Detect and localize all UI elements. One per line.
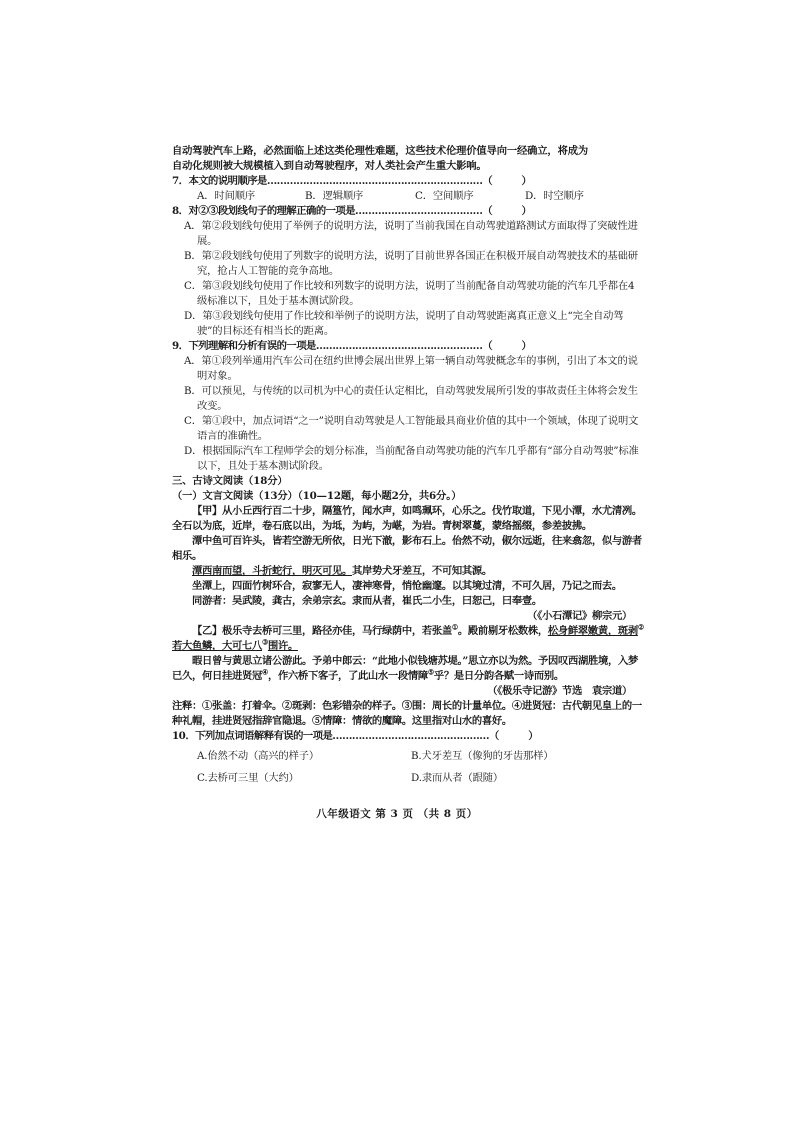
q9-option-a: A．第①段列举通用汽车公司在纽约世博会展出世界上第一辆自动驾驶概念车的事例，引出了本文的说明对象。 [184,355,638,382]
q8-option-b: B．第②段划线句使用了列数字的说明方法，说明了目前世界各国正在积极开展自动驾驶技术的基础研究，抢占人工智能的竞争高地。 [184,250,638,277]
q8-option-c: C．第③段划线句使用了作比较和列数字的说明方法，说明了当前配备自动驾驶功能的汽车几乎都在4级标准以下，且处于基本测试阶段。 [184,280,635,307]
q9-option-b: B．可以预见，与传统的以司机为中心的责任认定相比，自动驾驶发展所引发的事故责任主体将会发生改变。 [184,385,638,412]
q7-option-c: C．空间顺序 [415,190,474,202]
annotations: 注释：①张盖：打着伞。②斑剥：色彩错杂的样子。③围：周长的计量单位。④进贤冠：古代朝见皇上的一种礼帽，挂进贤冠指辞官隐退。⑤情障：情欲的魔障。这里指对山水的喜好。 [172,700,642,727]
yi-p2-part-c: 乎？是日分韵各赋一诗而别。 [433,670,564,682]
q9-option-c: C．第①段中，加点词语“之一”说明自动驾驶是人工智能最具商业价值的其中一个领域，体现了说明文语言的准确性。 [184,415,639,442]
yi-underlined-2: 若大鱼鳞，大可七八 [172,640,262,652]
page-content [172,144,644,786]
jia-paragraph-1: 【甲】从小丘西行百二十步，隔篁竹，闻水声，如鸣珮环，心乐之。伐竹取道，下见小潭，水尤清冽。全石以为底，近岸，卷石底以出，为坻，为屿，为嵁，为岩。青树翠蔓，蒙络摇缀，参差披拂。 [172,505,642,532]
section-3-title: 三、古诗文阅读（18分） [172,475,288,487]
question-10-options [172,749,644,786]
q7-option-b: B．逻辑顺序 [305,190,364,202]
note-marker-4: ④ [261,667,268,677]
yi-paragraph-2 [172,654,644,684]
question-7-options [172,189,644,204]
q10-option-c: C.去桥可三里（大约） [197,772,299,784]
question-7-stem: 7．本文的说明顺序是…………………………………………………………（ ） [172,175,532,187]
jia-paragraph-3 [172,564,644,579]
yi-paragraph-1 [172,624,644,654]
question-8-stem: 8．对②③段划线句子的理解正确的一项是…………………………………（ ） [172,205,532,217]
question-10-stem: 10．下列加点词语解释有误的一项是…………………………………………（ ） [172,730,539,742]
yi-underlined-3: 围许。 [267,640,298,652]
note-marker-3: ③ [261,637,268,647]
q10-option-d: D.隶而从者（跟随） [411,772,504,784]
yi-underlined-1: 松身鲜翠嫩黄，斑剥 [547,625,638,637]
jia-source: （《小石潭记》柳宗元） [527,610,632,622]
yi-source: （《极乐寺记游》节选 袁宗道） [487,685,632,697]
q8-option-a: A．第②段划线句使用了举例子的说明方法，说明了当前我国在自动驾驶道路测试方面取得了突破性进展。 [184,220,638,247]
intro-line-2: 自动化规则被大规模植入到自动驾驶程序，对人类社会产生重大影响。 [172,160,487,172]
q10-option-a: A.佁然不动（高兴的样子） [197,750,320,762]
yi-p2-part-b: ，作六桥下客子，了此山水一段情障 [267,670,428,682]
note-marker-2: ② [637,622,644,632]
q9-option-d: D．根据国际汽车工程师学会的划分标准，当前配备自动驾驶功能的汽车几乎都有“部分自动驾驶”标准以下，且处于基本测试阶段。 [184,445,639,472]
intro-line-1: 自动驾驶汽车上路，必然面临上述这类伦理性难题，这些技术伦理价值导向一经确立，将成为 [172,145,589,157]
note-marker-5: ⑤ [427,667,434,677]
section-3-subtitle: （一）文言文阅读（13分）（10—12题，每小题2分，共6分。） [172,490,462,502]
q7-option-d: D．时空顺序 [525,190,584,202]
jia-paragraph-2: 潭中鱼可百许头，皆若空游无所依，日光下澈，影布石上。佁然不动，俶尔远逝，往来翕忽，似与游者相乐。 [172,535,642,562]
q8-option-d: D．第③段划线句使用了作比较和举例子的说明方法，说明了自动驾驶距离真正意义上“完全自动驾驶”的目标还有相当长的距离。 [184,310,624,337]
q10-option-b: B.犬牙差互（像狗的牙齿那样） [411,750,554,762]
intro-paragraph [172,144,644,174]
question-9-stem: 9．下列理解和分析有误的一项是……………………………………………（ ） [172,340,532,352]
page-footer: 八年级语文 第 3 页 （共 8 页） [316,808,478,820]
yi-p1-part-b: 。殿前剔牙松数株， [457,625,548,637]
yi-p2-part-a: 暇日曾与黄思立诸公游此。予弟中郎云：“此地小似钱塘苏堤。”思立亦以为然。予因叹西湖胜境，入梦已久，何日挂进贤冠 [172,655,638,682]
q7-option-a: A．时间顺序 [197,190,256,202]
jia-underlined-sentence: 潭西南而望，斗折蛇行，明灭可见。 [192,565,352,577]
jia-paragraph-3-rest: 其岸势犬牙差互，不可知其源。 [351,565,492,577]
jia-paragraph-4: 坐潭上，四面竹树环合，寂寥无人，凄神寒骨，悄怆幽邃。以其境过清，不可久居，乃记之而去。 [192,580,622,592]
jia-paragraph-5: 同游者：吴武陵，龚古，余弟宗玄。隶而从者，崔氏二小生，曰恕己，曰奉壹。 [192,595,542,607]
note-marker-1: ① [451,622,458,632]
yi-p1-part-a: 【乙】极乐寺去桥可三里，路径亦佳，马行绿荫中，若张盖 [192,625,452,637]
